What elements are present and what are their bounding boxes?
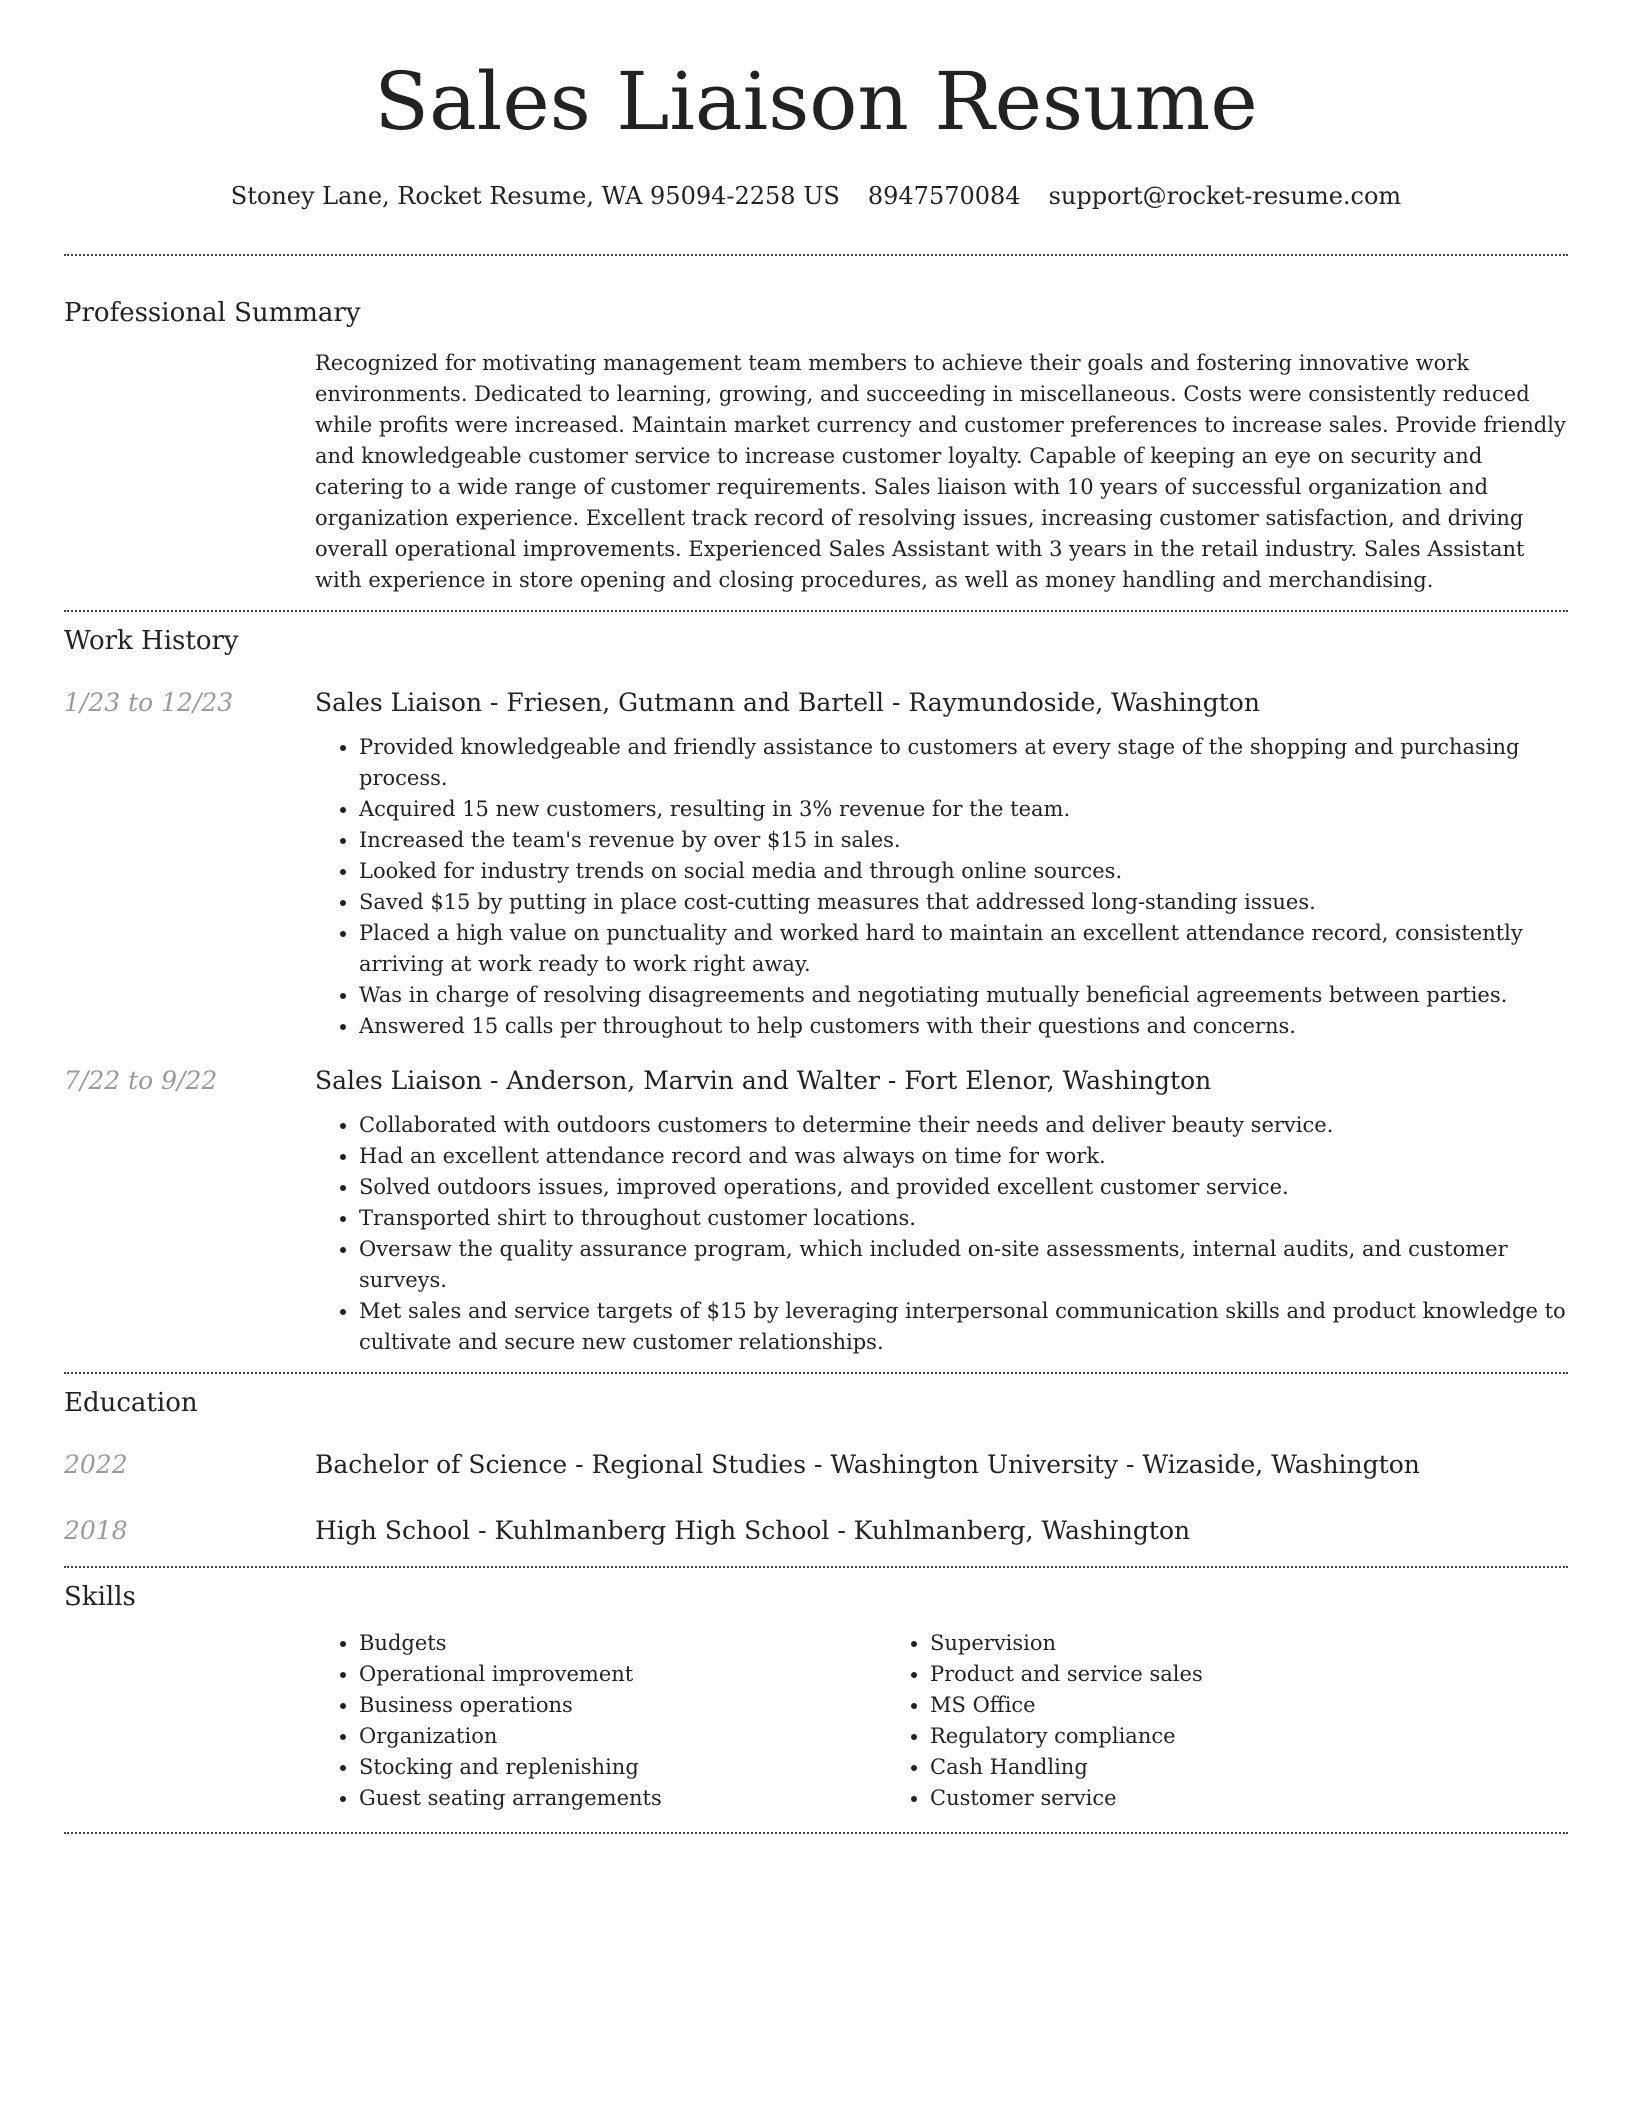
skill-item: • Stocking and replenishing [359,1752,886,1783]
skill-item: • Guest seating arrangements [359,1783,886,1814]
skill-item: • Budgets [359,1628,886,1659]
skills-list [315,1628,1568,1814]
job-title: Sales Liaison - Anderson, Marvin and Walter - Fort Elenor, Washington [315,1066,1212,1095]
education-degree: High School - Kuhlmanberg High School - Kuhlmanberg, Washington [315,1516,1191,1545]
skill-item: • Operational improvement [359,1659,886,1690]
job-bullet: • Transported shirt to throughout customer locations. [359,1203,1568,1234]
education-entry [64,1514,1568,1548]
job-bullet: • Oversaw the quality assurance program, which included on-site assessments, internal audits, and customer surveys. [359,1234,1568,1296]
section-title-education: Education [64,1388,198,1418]
skill-item: • Business operations [359,1690,886,1721]
contact-phone: 8947570084 [867,182,1021,210]
skill-item: • Cash Handling [930,1752,1486,1783]
job-bullet: • Answered 15 calls per throughout to help customers with their questions and concerns. [359,1011,1568,1042]
skill-item: • Product and service sales [930,1659,1486,1690]
contact-address: Stoney Lane, Rocket Resume, WA 95094-2258 US [230,182,840,210]
job-bullet: • Increased the team's revenue by over $15 in sales. [359,825,1568,856]
divider [64,1372,1568,1374]
section-title-skills: Skills [64,1582,136,1612]
job-dates: 1/23 to 12/23 [64,688,234,717]
section-title-summary: Professional Summary [64,298,361,328]
skill-item: • Regulatory compliance [930,1721,1486,1752]
divider [64,1566,1568,1568]
summary-text: Recognized for motivating management team members to achieve their goals and fostering innovative work environments. Dedicated to learning, growing, and succeeding in miscellaneous. Costs were consistently reduced while profits were increased. Maintain market currency and customer preferences to increase sales. Provide friendly and knowledgeable customer service to increase customer loyalty. Capable of keeping an eye on security and catering to a wide range of customer requirements. Sales liaison with 10 years of successful organization and organization experience. Excellent track record of resolving issues, increasing customer satisfaction, and driving overall operational improvements. Experienced Sales Assistant with 3 years in the retail industry. Sales Assistant with experience in store opening and closing procedures, as well as money handling and merchandising. [315,351,1566,592]
divider [64,610,1568,612]
section-title-work-history: Work History [64,626,239,656]
job-bullet: • Collaborated with outdoors customers to determine their needs and deliver beauty service. [359,1110,1568,1141]
job-bullets [315,732,1568,1042]
education-degree: Bachelor of Science - Regional Studies - Washington University - Wizaside, Washington [315,1450,1420,1479]
skills-column-left [315,1628,886,1814]
education-year: 2018 [64,1516,128,1545]
divider [64,254,1568,256]
job-bullet: • Saved $15 by putting in place cost-cutting measures that addressed long-standing issues. [359,887,1568,918]
skill-item: • Supervision [930,1628,1486,1659]
skill-item: • Customer service [930,1783,1486,1814]
job-entry-header [64,686,1568,720]
job-dates: 7/22 to 9/22 [64,1066,218,1095]
job-bullet: • Met sales and service targets of $15 by leveraging interpersonal communication skills and product knowledge to cultivate and secure new customer relationships. [359,1296,1568,1358]
job-title: Sales Liaison - Friesen, Gutmann and Bartell - Raymundoside, Washington [315,688,1260,717]
job-bullet: • Acquired 15 new customers, resulting in 3% revenue for the team. [359,794,1568,825]
job-bullets [315,1110,1568,1358]
job-bullet: • Was in charge of resolving disagreements and negotiating mutually beneficial agreements between parties. [359,980,1568,1011]
resume-title: Sales Liaison Resume [374,55,1258,148]
job-entry-header [64,1064,1568,1098]
contact-email: support@rocket-resume.com [1048,182,1402,210]
job-bullet: • Provided knowledgeable and friendly assistance to customers at every stage of the shopping and purchasing process. [359,732,1568,794]
job-bullet: • Looked for industry trends on social media and through online sources. [359,856,1568,887]
education-entry [64,1448,1568,1482]
skill-item: • Organization [359,1721,886,1752]
skills-column-right [886,1628,1486,1814]
job-bullet: • Placed a high value on punctuality and worked hard to maintain an excellent attendance record, consistently arriving at work ready to work right away. [359,918,1568,980]
job-bullet: • Solved outdoors issues, improved operations, and provided excellent customer service. [359,1172,1568,1203]
contact-line [64,180,1568,212]
skill-item: • MS Office [930,1690,1486,1721]
job-bullet: • Had an excellent attendance record and was always on time for work. [359,1141,1568,1172]
education-year: 2022 [64,1450,128,1479]
divider [64,1832,1568,1834]
